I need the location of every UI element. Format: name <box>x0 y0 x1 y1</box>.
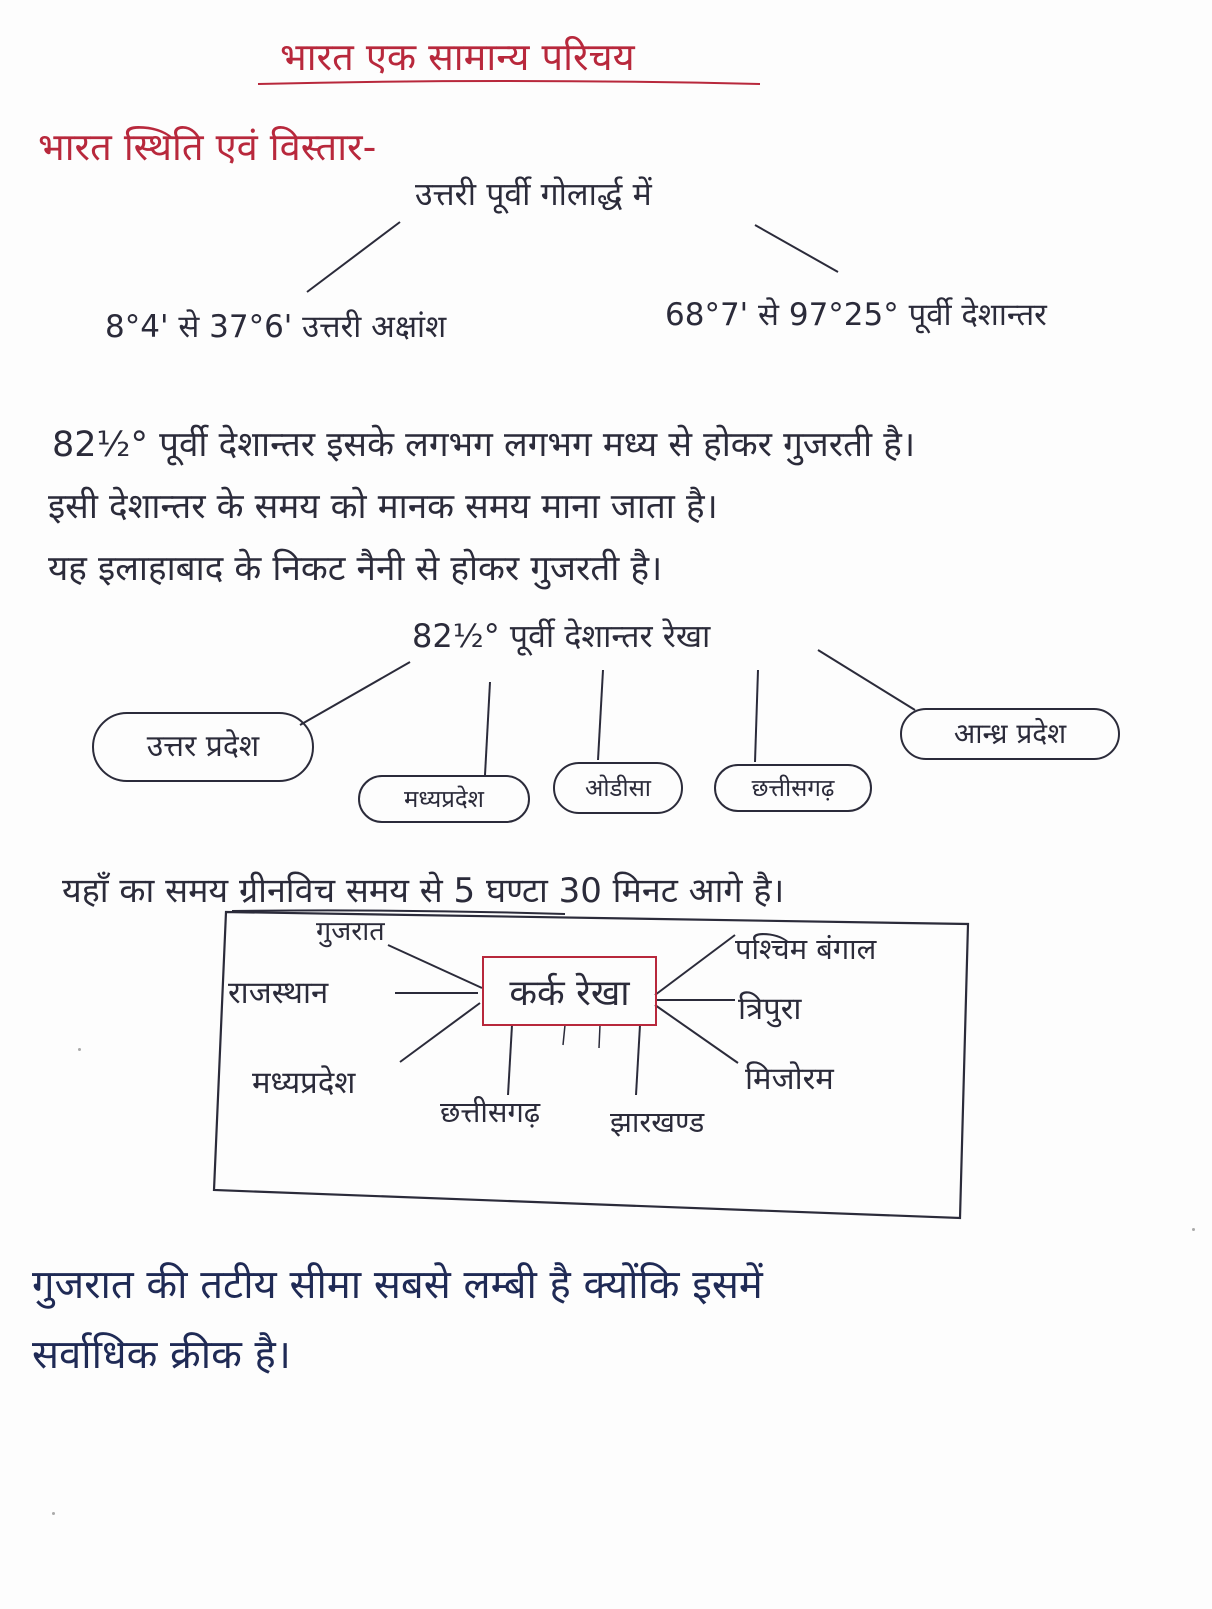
location-hemisphere: उत्तरी पूर्वी गोलार्द्ध में <box>415 175 652 213</box>
state-oval-uttar-pradesh <box>92 712 314 782</box>
tropic-state-west-bengal: पश्चिम बंगाल <box>735 932 877 966</box>
page-title: भारत एक सामान्य परिचय <box>280 35 635 79</box>
tropic-of-cancer-label: कर्क रेखा <box>509 972 630 1014</box>
state-label: मध्यप्रदेश <box>403 785 485 813</box>
tropic-state-jharkhand: झारखण्ड <box>610 1105 705 1139</box>
longitude-range: 68°7' से 97°25° पूर्वी देशान्तर <box>665 297 1047 333</box>
closing-line-1: गुजरात की तटीय सीमा सबसे लम्बी है क्योंकि इसमें <box>32 1262 763 1308</box>
paragraph-line-3: यह इलाहाबाद के निकट नैनी से होकर गुजरती है। <box>48 549 663 589</box>
scan-speck <box>78 1048 81 1051</box>
tropic-state-chhattisgarh: छत्तीसगढ़ <box>440 1095 541 1129</box>
state-oval-andhra-pradesh <box>900 708 1120 760</box>
tropic-state-tripura: त्रिपुरा <box>738 991 802 1027</box>
state-label: उत्तर प्रदेश <box>146 729 260 764</box>
state-label: ओडीसा <box>584 774 652 802</box>
state-oval-madhya-pradesh <box>358 775 530 823</box>
longitude-diagram-root: 82½° पूर्वी देशान्तर रेखा <box>412 617 711 655</box>
state-oval-chhattisgarh <box>714 764 872 812</box>
tropic-state-gujarat: गुजरात <box>316 916 385 947</box>
latitude-range: 8°4' से 37°6' उत्तरी अक्षांश <box>105 309 447 345</box>
tropic-state-rajasthan: राजस्थान <box>228 975 329 1011</box>
tropic-state-madhya-pradesh: मध्यप्रदेश <box>252 1065 356 1101</box>
state-label: छत्तीसगढ़ <box>751 774 835 802</box>
tropic-of-cancer-box <box>482 956 657 1026</box>
scan-speck <box>1192 1228 1195 1231</box>
state-oval-odisha <box>553 762 683 814</box>
paragraph-line-1: 82½° पूर्वी देशान्तर इसके लगभग लगभग मध्य से होकर गुजरती है। <box>52 425 916 465</box>
closing-line-2: सर्वाधिक क्रीक है। <box>32 1332 291 1378</box>
time-difference-line: यहाँ का समय ग्रीनविच समय से 5 घण्टा 30 मिनट आगे है। <box>62 871 785 911</box>
tropic-state-mizoram: मिजोरम <box>745 1061 834 1097</box>
paragraph-line-2: इसी देशान्तर के समय को मानक समय माना जाता है। <box>48 487 718 527</box>
section-heading: भारत स्थिति एवं विस्तार- <box>38 125 377 169</box>
scan-speck <box>52 1512 55 1515</box>
state-label: आन्ध्र प्रदेश <box>953 717 1067 750</box>
